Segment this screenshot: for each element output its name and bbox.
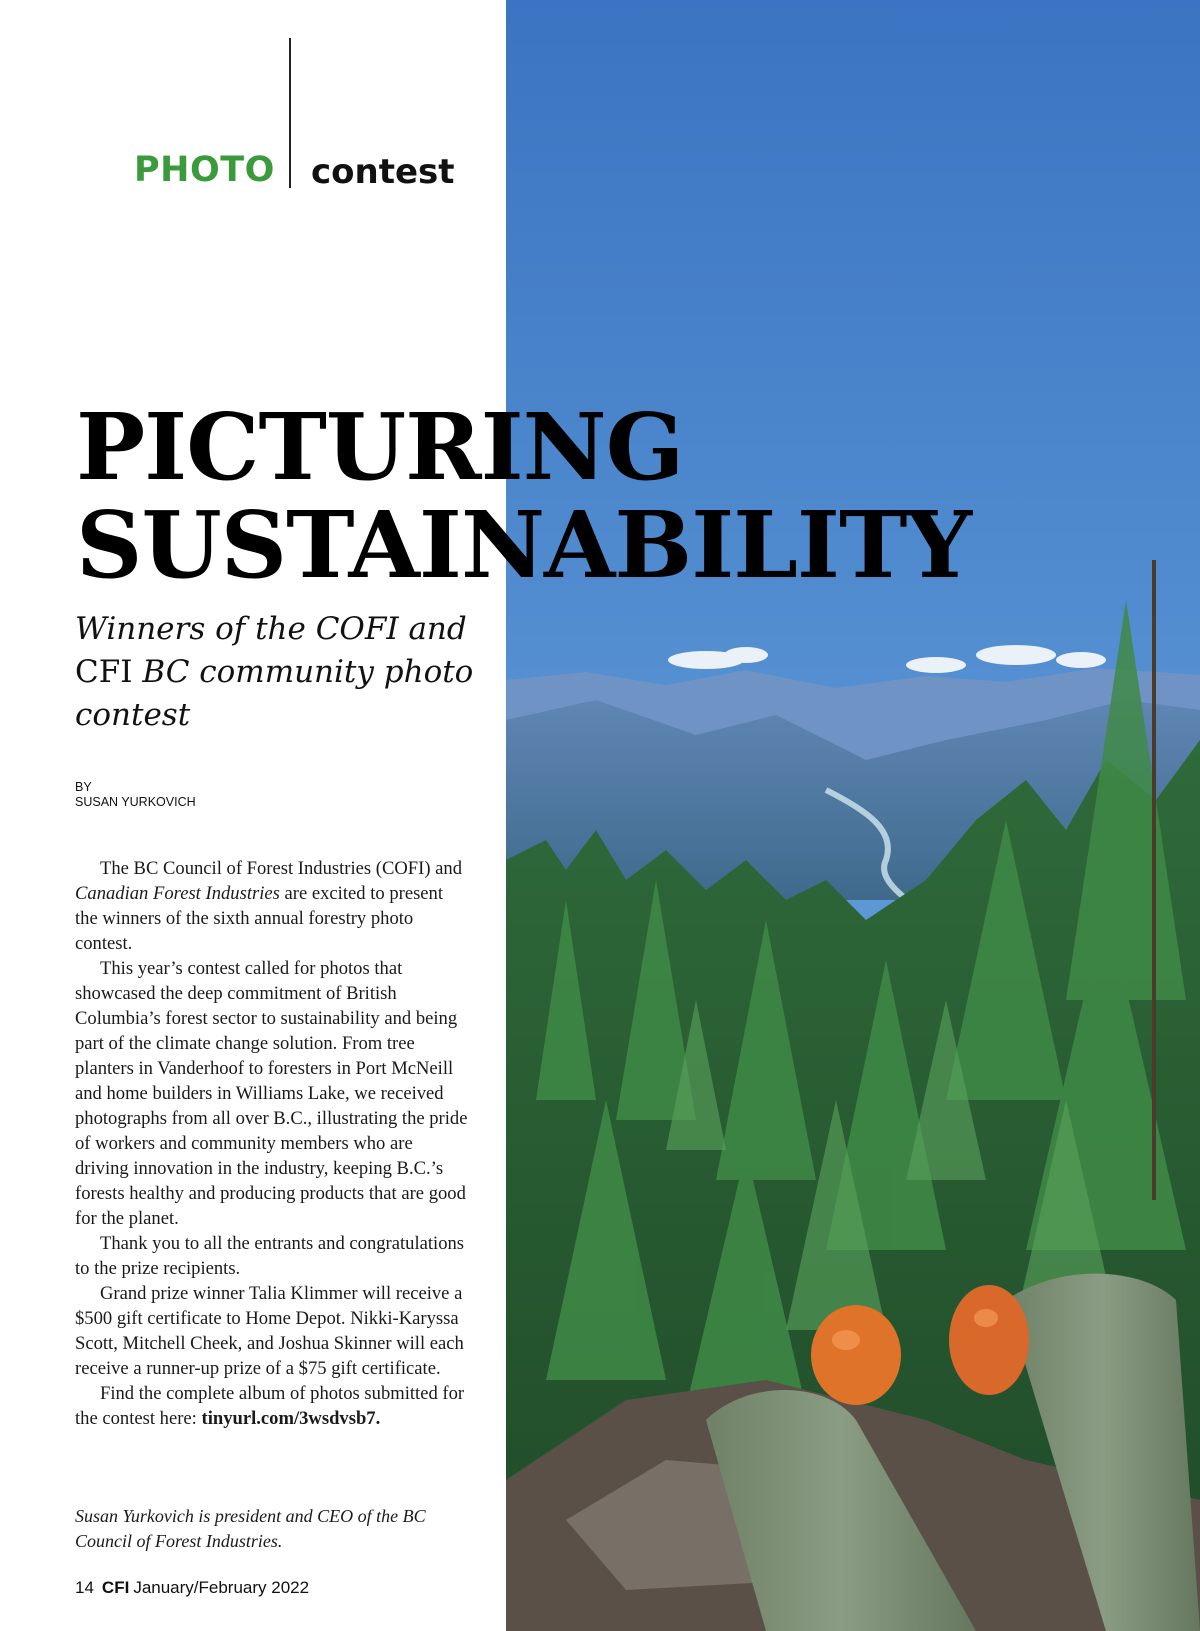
- album-link[interactable]: tinyurl.com/3wsdvsb7.: [201, 1408, 381, 1429]
- headline-line-2: SUSTAINABILITY: [76, 491, 972, 599]
- paragraph-5: [75, 1381, 470, 1431]
- paragraph-5-text: Find the complete album of photos submitted for the contest here:: [75, 1383, 465, 1429]
- deck: [75, 608, 495, 737]
- page-number: 14: [75, 1578, 94, 1597]
- paragraph-1-text-a: The BC Council of Forest Industries (COFI) and: [100, 858, 463, 879]
- article-body: [75, 856, 470, 1431]
- section-label-primary: PHOTO: [134, 150, 275, 190]
- issue-date: January/February 2022: [133, 1578, 310, 1597]
- magazine-name-italic: Canadian Forest Industries: [75, 883, 280, 904]
- paragraph-3: Thank you to all the entrants and congratulations to the prize recipients.: [75, 1233, 465, 1279]
- byline: [75, 780, 196, 810]
- paragraph-4: Grand prize winner Talia Klimmer will receive a $500 gift certificate to Home Depot. Nikki-Karyssa Scott, Mitchell Cheek, and Joshua Skinner will each receive a runner-up prize of a $75 gift certificate.: [75, 1283, 464, 1379]
- folio: [75, 1578, 309, 1598]
- byline-author: SUSAN YURKOVICH: [75, 795, 196, 809]
- byline-by: BY: [75, 780, 92, 794]
- paragraph-2: This year’s contest called for photos that showcased the deep commitment of British Columbia’s forest sector to sustainability and being part of the climate change solution. From tree planters in Vanderhoof to foresters in Port McNeill and home builders in Williams Lake, we received photographs from all over B.C., illustrating the pride of workers and community members who are driving innovation in the industry, keeping B.C.’s forests healthy and producing products that are good for the planet.: [75, 958, 468, 1229]
- paragraph-1: [75, 856, 470, 956]
- deck-part-2: CFI: [75, 654, 133, 690]
- section-divider: [289, 38, 291, 188]
- section-label-secondary: contest: [311, 152, 455, 192]
- feature-photo: [506, 0, 1200, 1631]
- author-bio: Susan Yurkovich is president and CEO of the BC Council of Forest Industries.: [75, 1506, 426, 1551]
- deck-part-3: BC community photo contest: [75, 654, 474, 733]
- magazine-abbrev: CFI: [101, 1578, 130, 1597]
- forest-vista-illustration: [506, 0, 1200, 1631]
- headline: [76, 393, 972, 599]
- deck-part-1: Winners of the COFI and: [75, 611, 467, 647]
- paragraph-1-text-c: are excited to present the winners of the sixth annual forestry photo contest.: [75, 883, 444, 954]
- headline-line-1: PICTURING: [76, 393, 684, 501]
